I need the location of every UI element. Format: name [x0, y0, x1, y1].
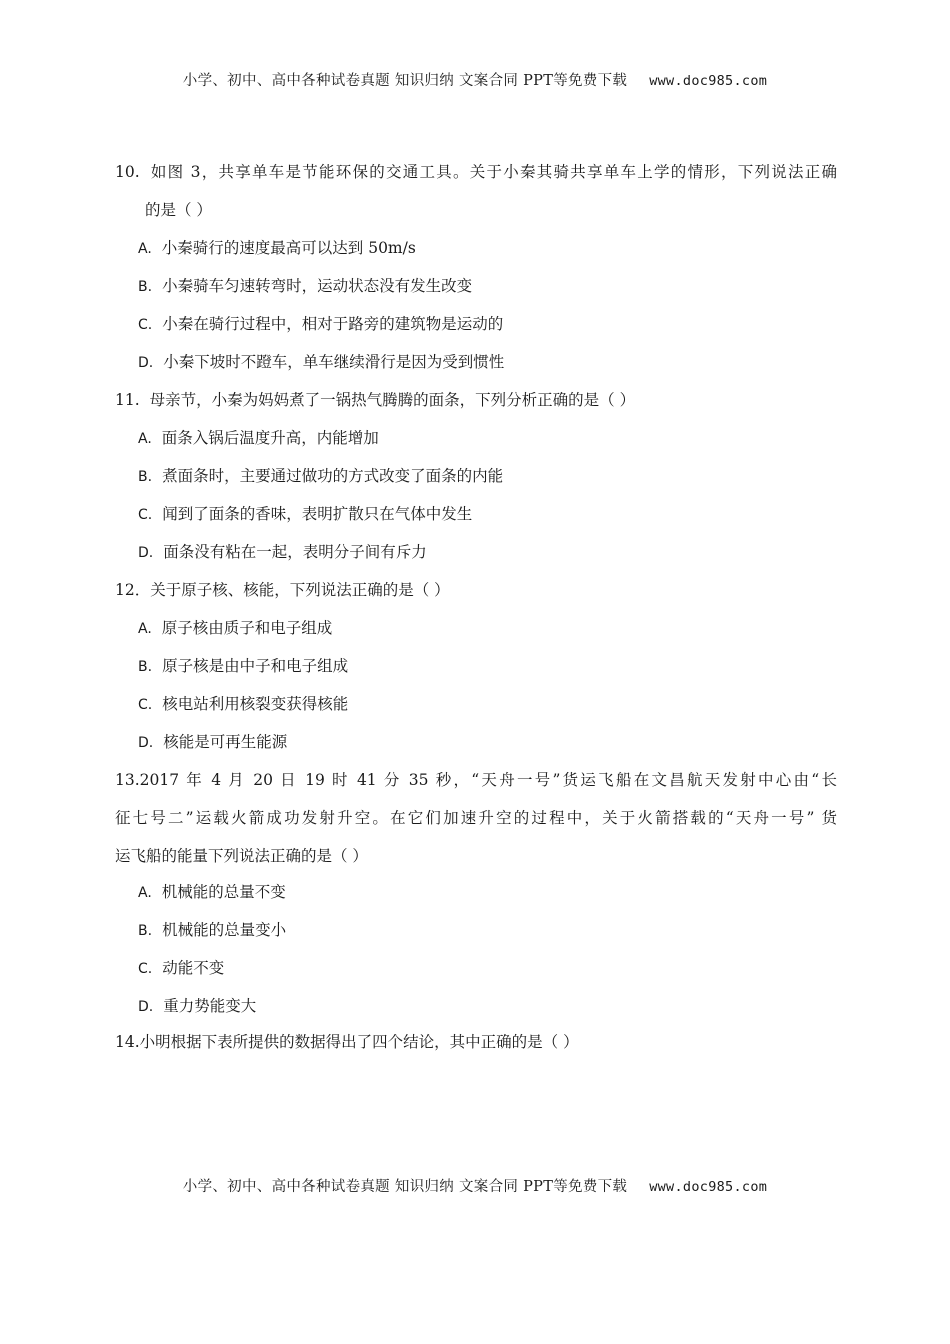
header-site: www.doc985.com	[649, 73, 768, 89]
q12-option-c: C. 核电站利用核裂变获得核能	[138, 695, 349, 713]
q10-line2: 的是（ ）	[145, 201, 212, 219]
q10-option-a: A. 小秦骑行的速度最高可以达到 50m/s	[138, 239, 416, 257]
q11-option-d: D. 面条没有粘在一起，表明分子间有斥力	[138, 543, 427, 561]
q13-option-a: A. 机械能的总量不变	[138, 883, 286, 901]
q13-option-d: D. 重力势能变大	[138, 997, 257, 1015]
q10-text-line1: 如图 3，共享单车是节能环保的交通工具。关于小秦其骑共享单车上学的情形，下列说法正确	[149, 163, 837, 181]
footer-text: 小学、初中、高中各种试卷真题 知识归纳 文案合同 PPT等免费下载	[182, 1179, 628, 1195]
q12-stem: 12．关于原子核、核能，下列说法正确的是（ ）	[115, 581, 450, 599]
q10-option-d: D. 小秦下坡时不蹬车，单车继续滑行是因为受到惯性	[138, 353, 505, 371]
q14-stem: 14.小明根据下表所提供的数据得出了四个结论，其中正确的是（ ）	[115, 1033, 579, 1051]
q12-option-d: D. 核能是可再生能源	[138, 733, 288, 751]
q12-option-b: B. 原子核是由中子和电子组成	[138, 657, 349, 675]
q11-option-a: A. 面条入锅后温度升高，内能增加	[138, 429, 379, 447]
q11-stem	[115, 390, 635, 410]
q13-line3: 运飞船的能量下列说法正确的是（ ）	[115, 847, 368, 865]
q11-text: 母亲节，小秦为妈妈煮了一锅热气腾腾的面条，下列分析正确的是（ ）	[149, 391, 636, 409]
page-footer	[0, 1175, 950, 1196]
q11-option-b: B. 煮面条时，主要通过做功的方式改变了面条的内能	[138, 467, 504, 485]
q10-line1	[115, 162, 837, 182]
q13-line1: 13.2017 年 4 月 20 日 19 时 41 分 35 秒，“天舟一号”货运飞船在文昌航天发射中心由“长	[115, 771, 837, 789]
footer-site: www.doc985.com	[649, 1179, 768, 1195]
q13-option-b: B. 机械能的总量变小	[138, 921, 287, 939]
q12-option-a: A. 原子核由质子和电子组成	[138, 619, 333, 637]
q10-number: 10.	[115, 163, 140, 181]
q11-option-c: C. 闻到了面条的香味，表明扩散只在气体中发生	[138, 505, 473, 523]
page-header	[0, 69, 950, 90]
q10-option-c: C. 小秦在骑行过程中，相对于路旁的建筑物是运动的	[138, 315, 504, 333]
q13-option-c: C. 动能不变	[138, 959, 225, 977]
q13-line2: 征七号二”运载火箭成功发射升空。在它们加速升空的过程中，关于火箭搭载的“天舟一号” 货	[115, 809, 837, 827]
q10-option-b: B. 小秦骑车匀速转弯时，运动状态没有发生改变	[138, 277, 473, 295]
q11-number: 11.	[115, 391, 140, 409]
header-text: 小学、初中、高中各种试卷真题 知识归纳 文案合同 PPT等免费下载	[182, 73, 628, 89]
